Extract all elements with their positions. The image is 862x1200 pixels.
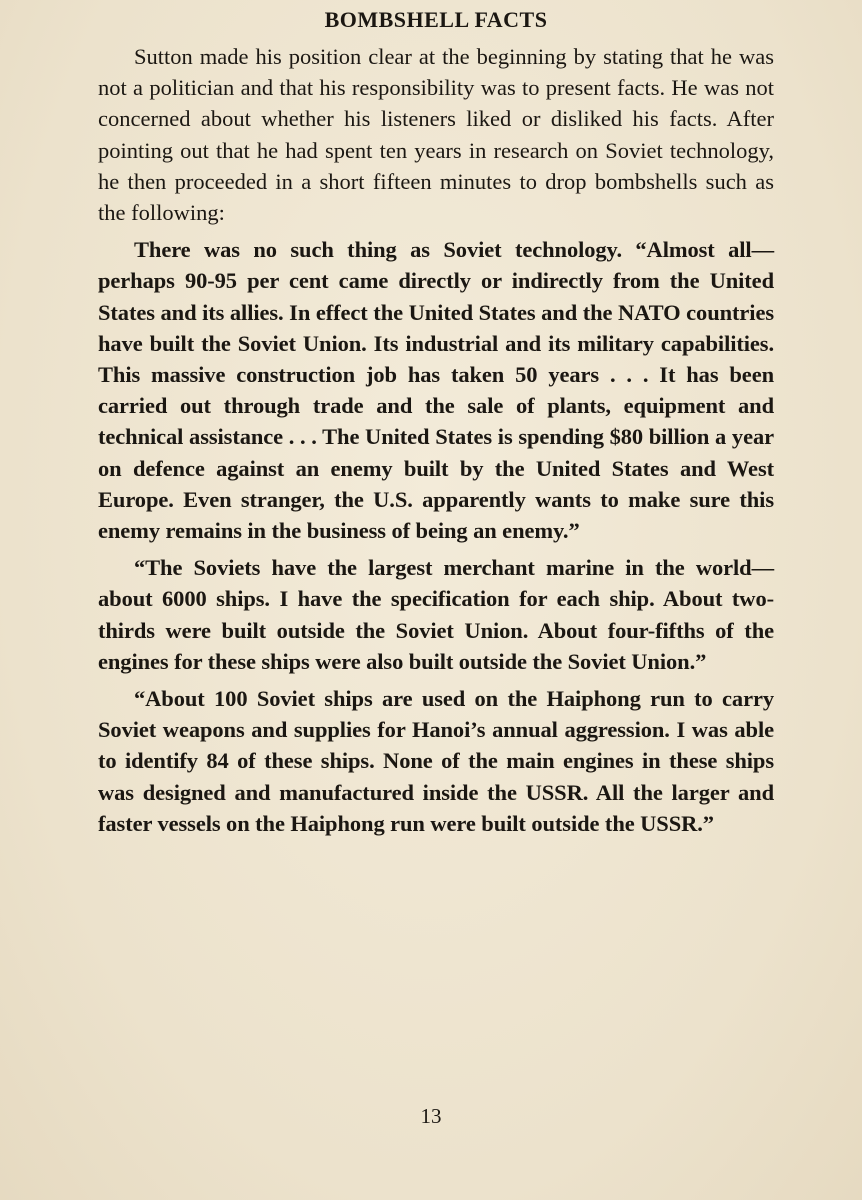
paragraph-quote-merchant-marine: “The Soviets have the largest merchant marine in the world—about 6000 ships. I have the specification for each ship. About two-thirds were built outside the Soviet Union. About four-fifths of the engines for these ships were also built outside the Soviet Union.” — [98, 555, 774, 674]
page-number: 13 — [420, 1104, 442, 1128]
paragraph-quote-haiphong: “About 100 Soviet ships are used on the Haiphong run to carry Soviet weapons and supplies for Hanoi’s annual aggression. I was able to identify 84 of these ships. None of the main engines in these ships was designed and manufactured inside the USSR. All the larger and faster vessels on the Haiphong run were built outside the USSR.” — [98, 686, 774, 836]
paragraph-intro: Sutton made his position clear at the beginning by stating that he was not a politician and that his responsibility was to present facts. He was not concerned about whether his listeners liked or disliked his facts. After pointing out that he had spent ten years in research on Soviet technology, he then proceeded in a short fifteen minutes to drop bombshells such as the following: — [98, 44, 774, 226]
paragraph-quote-technology: There was no such thing as Soviet technology. “Almost all—perhaps 90-95 per cent came directly or indirectly from the United States and its allies. In effect the United States and the NATO countries have built the Soviet Union. Its industrial and its military capabilities. This massive construction job has taken 50 years . . . It has been carried out through trade and the sale of plants, equipment and technical assistance . . . The United States is spending $80 billion a year on defence against an enemy built by the United States and West Europe. Even stranger, the U.S. apparently wants to make sure this enemy remains in the business of being an enemy.” — [98, 237, 774, 544]
book-page — [98, 0, 774, 839]
chapter-heading: BOMBSHELL FACTS — [324, 7, 548, 32]
